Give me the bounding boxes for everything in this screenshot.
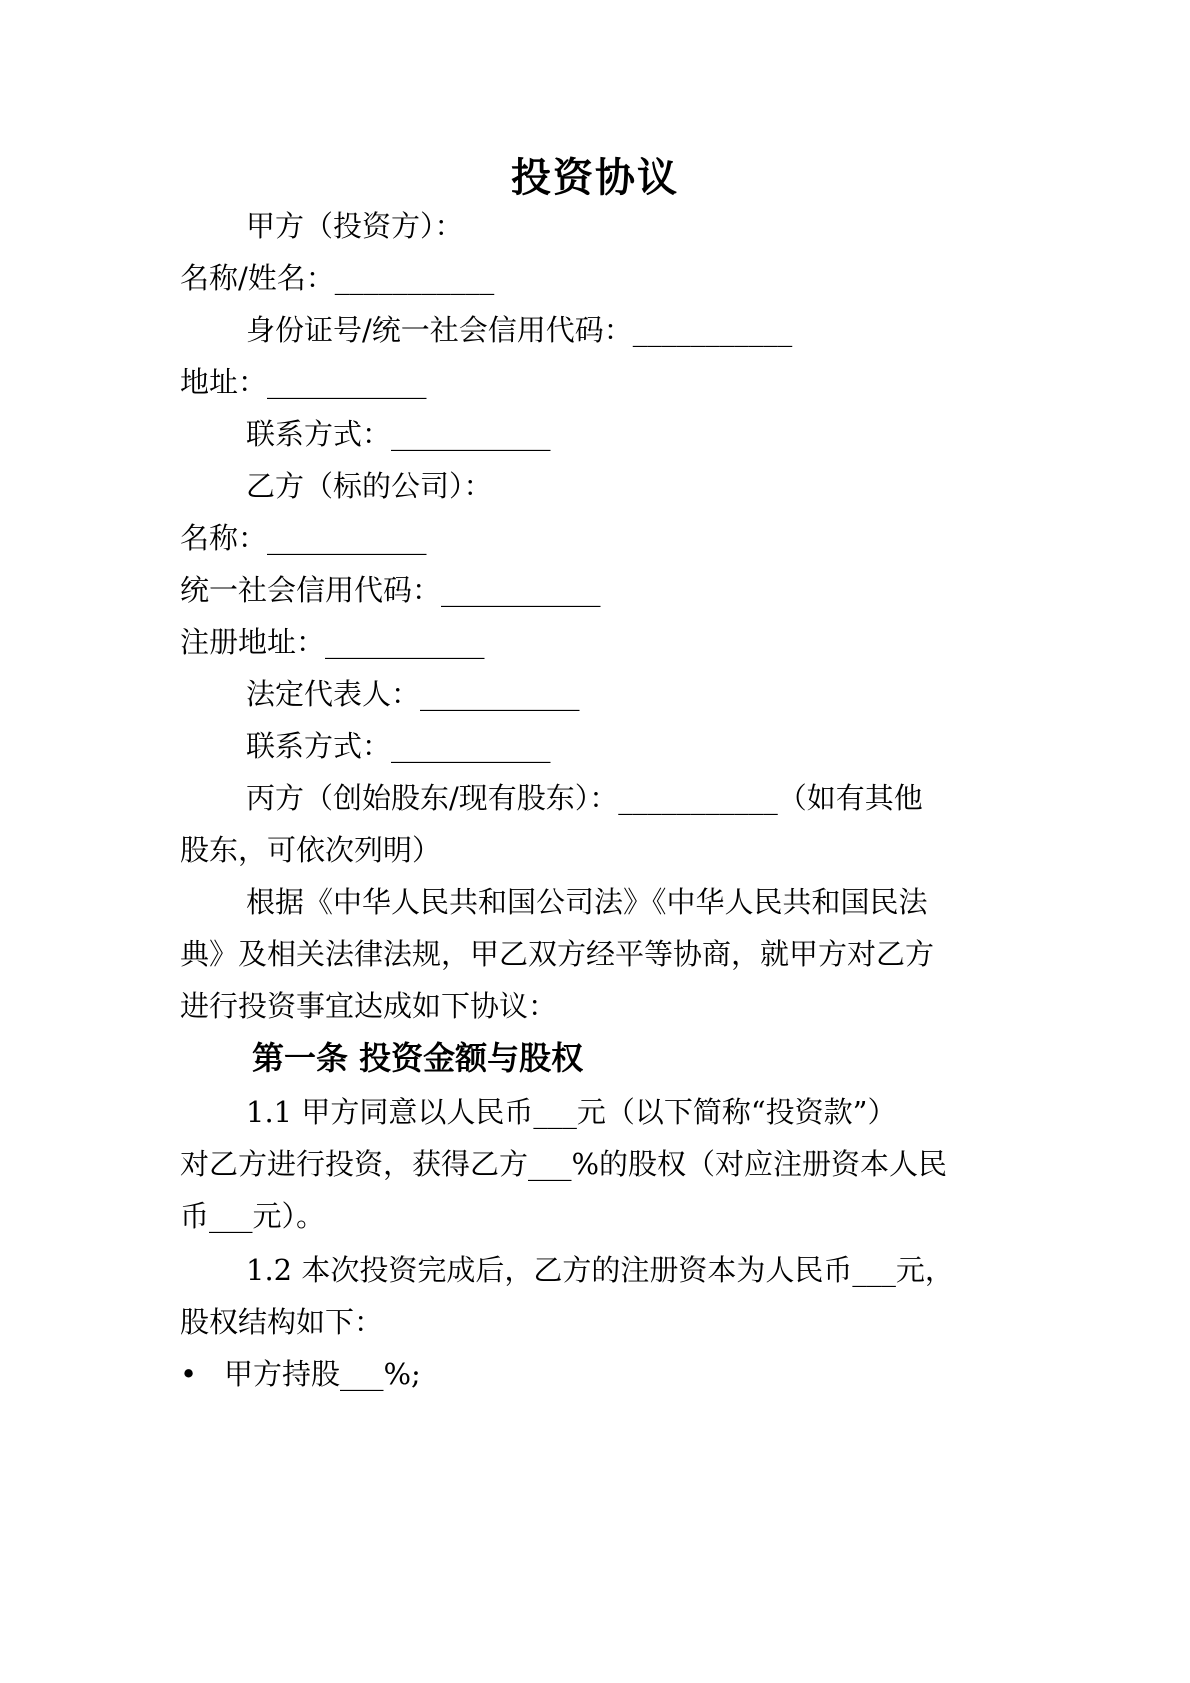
clause-1-2-line-2: 股权结构如下： xyxy=(180,1305,384,1339)
bullet-symbol: • xyxy=(180,1357,198,1391)
clause-1-1-line-3: 币___元）。 xyxy=(180,1199,326,1233)
party-b-name: 名称：___________ xyxy=(180,521,427,555)
preamble-line-2: 典》及相关法律法规，甲乙双方经平等协商，就甲方对乙方 xyxy=(180,937,935,971)
party-b-reg-address: 注册地址：___________ xyxy=(180,625,485,659)
party-b-header: 乙方（标的公司）： xyxy=(246,469,493,503)
party-a-contact: 联系方式：___________ xyxy=(246,417,551,451)
preamble-line-3: 进行投资事宜达成如下协议： xyxy=(180,989,558,1023)
party-a-id: 身份证号/统一社会信用代码：___________ xyxy=(246,313,793,347)
clause-1-2-line-1: 1.2 本次投资完成后，乙方的注册资本为人民币___元， xyxy=(246,1253,954,1287)
party-a-header: 甲方（投资方）： xyxy=(246,209,464,243)
party-a-name: 名称/姓名：___________ xyxy=(180,261,495,295)
party-a-address: 地址：___________ xyxy=(180,365,427,399)
article-1-heading: 第一条 投资金额与股权 xyxy=(252,1039,584,1077)
party-c-line-1: 丙方（创始股东/现有股东）：___________（如有其他 xyxy=(246,781,923,815)
preamble-line-1: 根据《中华人民共和国公司法》《中华人民共和国民法 xyxy=(246,885,928,919)
clause-1-1-line-1: 1.1 甲方同意以人民币___元（以下简称“投资款”） xyxy=(246,1095,897,1129)
party-c-line-2: 股东，可依次列明） xyxy=(180,833,442,867)
clause-1-1-line-2: 对乙方进行投资，获得乙方___%的股权（对应注册资本人民 xyxy=(180,1147,948,1181)
party-b-contact: 联系方式：___________ xyxy=(246,729,551,763)
party-b-legal-rep: 法定代表人：___________ xyxy=(246,677,580,711)
document-title: 投资协议 xyxy=(511,155,679,201)
bullet-item-party-a-share: 甲方持股___%; xyxy=(224,1357,421,1391)
party-b-credit-code: 统一社会信用代码：___________ xyxy=(180,573,601,607)
